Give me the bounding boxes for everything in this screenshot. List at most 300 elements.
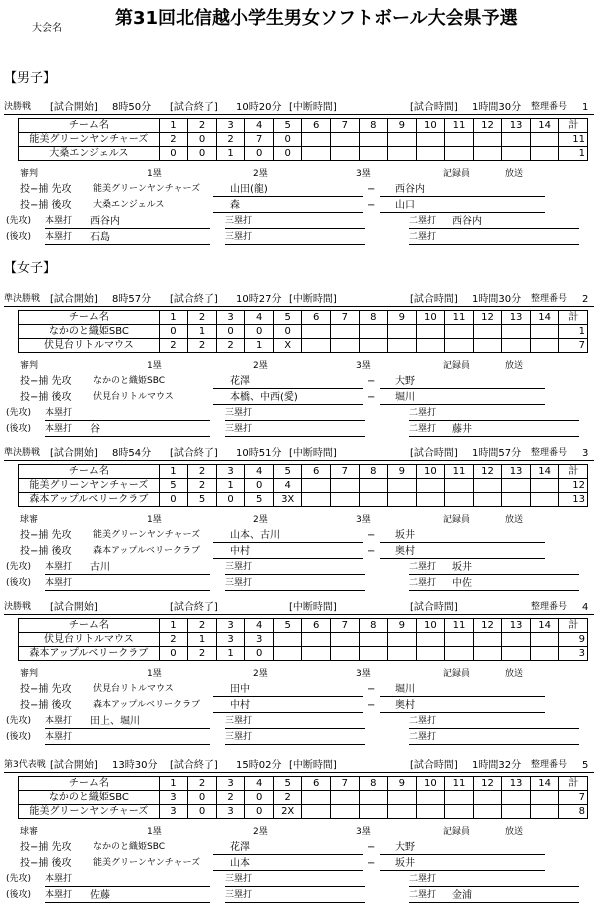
inning-score [388,805,417,819]
battery-bottom-team: 森本アップルベリークラブ [93,700,201,710]
inning-score [359,479,388,493]
battery-bottom-pitcher: 山本 [230,858,250,869]
inning-header: 6 [302,311,331,325]
inning-score [388,647,417,661]
homerun-underline [45,886,210,887]
triple-underline [225,728,365,729]
double-players: 西谷内 [452,216,482,227]
inning-score: 3 [245,633,274,647]
inning-score: 0 [245,479,274,493]
duration-time: 1時間32分 [472,760,522,771]
serial-number: 3 [582,448,589,459]
inning-header: 8 [359,777,388,791]
inning-header: 9 [388,777,417,791]
base3-label: 3塁 [356,669,371,679]
inning-score [445,339,474,353]
double-label: 二塁打 [409,874,437,884]
inning-score [416,147,445,161]
catcher-underline [380,388,545,389]
header-row [19,119,588,133]
inning-header: 1 [159,311,188,325]
team-name-header: チーム名 [19,311,160,325]
team-name-header: チーム名 [19,465,160,479]
base3-label: 3塁 [356,361,371,371]
inning-score: 0 [188,791,217,805]
inning-header: 13 [502,619,531,633]
inning-header: 3 [216,777,245,791]
base1-label: 1塁 [147,669,162,679]
inning-score: 4 [273,479,302,493]
recorder-label: 記録員 [443,515,471,525]
battery-bottom-pitcher: 中村 [230,546,250,557]
battery-dash: − [367,546,376,557]
pitcher-underline [213,558,363,559]
inning-score [331,791,360,805]
start-time: 8時50分 [112,102,152,113]
inning-header: 4 [245,465,274,479]
battery-dash: − [367,684,376,695]
team-name: 森本アップルベリークラブ [19,647,160,661]
inning-score [473,791,502,805]
inning-score [473,493,502,507]
umpire-label: 審判 [20,669,39,679]
inning-score: X [273,339,302,353]
inning-header: 2 [188,119,217,133]
inning-score: 2 [216,133,245,147]
inning-score: 0 [188,805,217,819]
double-underline [409,244,579,245]
catcher-underline [380,212,545,213]
double-label: 二塁打 [409,562,437,572]
broadcast-label: 放送 [505,669,524,679]
pitcher-underline [213,388,363,389]
inning-score [445,805,474,819]
inning-score [388,479,417,493]
inning-score: 1 [216,479,245,493]
inning-score: 0 [273,133,302,147]
inning-header: 3 [216,119,245,133]
inning-score [416,479,445,493]
homerun-underline [45,436,210,437]
catcher-underline [380,542,545,543]
inning-score [331,479,360,493]
inning-score [502,133,531,147]
inning-score [502,339,531,353]
inning-header: 10 [416,777,445,791]
triple-label: 三塁打 [225,578,253,588]
battery-top-pitcher: 田中 [230,684,250,695]
section-boys: 【男子】 [4,71,57,86]
inning-header: 6 [302,465,331,479]
scoreboard-table [18,464,588,507]
pitcher-underline [213,542,363,543]
homerun-label: 本塁打 [45,732,73,742]
homerun-label: 本塁打 [45,424,73,434]
total-score: 12 [559,479,588,493]
battery-top-label: 投−捕 先攻 [20,842,72,853]
header-underline [4,306,594,307]
battery-bottom-team: 伏見台リトルマウス [93,392,174,402]
total-header: 計 [559,619,588,633]
inning-score [388,791,417,805]
end-label: [試合終了] [170,760,218,771]
homerun-players: 西谷内 [90,216,120,227]
inning-score [388,339,417,353]
inning-score: 2 [216,791,245,805]
team-name: 伏見台リトルマウス [19,339,160,353]
team-name-header: チーム名 [19,777,160,791]
inning-score [445,325,474,339]
homerun-players: 谷 [90,424,100,435]
inning-header: 7 [331,619,360,633]
broadcast-label: 放送 [505,515,524,525]
base2-label: 2塁 [253,361,268,371]
inning-score [331,133,360,147]
homerun-underline [45,590,210,591]
inning-header: 13 [502,311,531,325]
inning-score [388,325,417,339]
inning-score [331,805,360,819]
inning-score: 5 [159,479,188,493]
inning-score: 0 [159,325,188,339]
base2-label: 2塁 [253,669,268,679]
interrupt-label: [中断時間] [289,760,337,771]
triple-underline [225,244,365,245]
inning-score [359,805,388,819]
header-row [19,465,588,479]
battery-bottom-catcher: 山口 [395,200,415,211]
game-round: 第3代表戦 [4,760,46,770]
inning-score: 1 [188,633,217,647]
battery-top-team: なかのと織姫SBC [93,376,166,386]
team-name: なかのと織姫SBC [19,791,160,805]
inning-score [502,805,531,819]
inning-score [359,133,388,147]
team-row [19,493,588,507]
homerun-label: 本塁打 [45,408,73,418]
start-label: [試合開始] [50,294,98,305]
inning-score: 2 [159,133,188,147]
homerun-label: 本塁打 [45,874,73,884]
top-tag: (先攻) [6,874,32,884]
inning-header: 1 [159,619,188,633]
end-label: [試合終了] [170,294,218,305]
double-underline [409,420,579,421]
inning-score: 0 [159,647,188,661]
inning-header: 2 [188,777,217,791]
battery-dash: − [367,184,376,195]
inning-score: 7 [245,133,274,147]
battery-bottom-pitcher: 森 [230,200,240,211]
base1-label: 1塁 [147,361,162,371]
double-players: 中佐 [452,578,472,589]
homerun-underline [45,228,210,229]
inning-score [302,791,331,805]
base2-label: 2塁 [253,169,268,179]
inning-score: 2 [188,647,217,661]
end-time: 15時02分 [236,760,282,771]
inning-score: 2 [188,339,217,353]
inning-score: 2X [273,805,302,819]
inning-header: 14 [530,311,559,325]
header-underline [4,772,594,773]
inning-score [359,339,388,353]
pitcher-underline [213,696,363,697]
battery-top-catcher: 大野 [395,842,415,853]
homerun-label: 本塁打 [45,716,73,726]
triple-underline [225,228,365,229]
inning-score: 0 [245,791,274,805]
team-name: 能美グリーンヤンチャーズ [19,805,160,819]
inning-score [502,325,531,339]
inning-score: 0 [273,325,302,339]
team-row [19,791,588,805]
team-row [19,339,588,353]
triple-underline [225,744,365,745]
inning-header: 2 [188,619,217,633]
battery-top-catcher: 西谷内 [395,184,425,195]
battery-bottom-team: 能美グリーンヤンチャーズ [93,858,201,868]
double-label: 二塁打 [409,424,437,434]
inning-score: 1 [216,147,245,161]
inning-score: 1 [188,325,217,339]
broadcast-label: 放送 [505,361,524,371]
inning-header: 6 [302,777,331,791]
battery-top-pitcher: 花澤 [230,376,250,387]
inning-header: 5 [273,311,302,325]
broadcast-label: 放送 [505,827,524,837]
serial-number: 5 [582,760,589,771]
inning-header: 13 [502,777,531,791]
inning-header: 14 [530,119,559,133]
header-row [19,311,588,325]
inning-score [473,805,502,819]
team-name: 伏見台リトルマウス [19,633,160,647]
start-time: 8時54分 [112,448,152,459]
start-label: [試合開始] [50,102,98,113]
inning-score [388,633,417,647]
inning-score: 0 [273,147,302,161]
battery-bottom-catcher: 奥村 [395,546,415,557]
duration-label: [試合時間] [410,448,458,459]
inning-header: 13 [502,465,531,479]
inning-score [530,791,559,805]
duration-label: [試合時間] [410,294,458,305]
inning-score: 1 [216,647,245,661]
battery-bottom-team: 森本アップルベリークラブ [93,546,201,556]
inning-header: 12 [473,311,502,325]
inning-score [416,647,445,661]
bottom-tag: (後攻) [6,890,32,900]
inning-score [331,493,360,507]
inning-score [473,339,502,353]
inning-score: 0 [245,647,274,661]
base2-label: 2塁 [253,515,268,525]
header-underline [4,114,594,115]
start-time: 13時30分 [112,760,158,771]
double-label: 二塁打 [409,232,437,242]
inning-score [445,633,474,647]
homerun-label: 本塁打 [45,562,73,572]
inning-score [530,479,559,493]
triple-label: 三塁打 [225,890,253,900]
triple-label: 三塁打 [225,216,253,226]
double-underline [409,886,579,887]
serial-label: 整理番号 [531,602,568,612]
inning-header: 5 [273,619,302,633]
inning-score [359,325,388,339]
triple-label: 三塁打 [225,732,253,742]
battery-bottom-label: 投−捕 後攻 [20,858,72,869]
inning-header: 7 [331,777,360,791]
broadcast-label: 放送 [505,169,524,179]
inning-score [530,647,559,661]
inning-header: 2 [188,465,217,479]
start-label: [試合開始] [50,602,98,613]
inning-score [388,493,417,507]
battery-top-team: 伏見台リトルマウス [93,684,174,694]
double-label: 二塁打 [409,216,437,226]
total-score: 7 [559,791,588,805]
inning-header: 12 [473,119,502,133]
battery-top-team: なかのと織姫SBC [93,842,166,852]
catcher-underline [380,196,545,197]
team-row [19,147,588,161]
inning-header: 9 [388,119,417,133]
interrupt-label: [中断時間] [289,102,337,113]
header-row [19,619,588,633]
inning-header: 10 [416,119,445,133]
inning-score [359,147,388,161]
interrupt-label: [中断時間] [289,294,337,305]
double-players: 金浦 [452,890,472,901]
triple-label: 三塁打 [225,408,253,418]
homerun-players: 佐藤 [90,890,110,901]
pitcher-underline [213,212,363,213]
inning-header: 1 [159,119,188,133]
battery-top-label: 投−捕 先攻 [20,684,72,695]
meet-label: 大会名 [32,23,62,34]
inning-score [331,647,360,661]
inning-score: 0 [159,147,188,161]
base1-label: 1塁 [147,169,162,179]
inning-score [445,791,474,805]
scoreboard-table [18,118,588,161]
inning-header: 3 [216,311,245,325]
inning-score: 0 [216,493,245,507]
inning-score [359,647,388,661]
double-underline [409,902,579,903]
inning-score [273,633,302,647]
end-label: [試合終了] [170,102,218,113]
inning-header: 3 [216,619,245,633]
triple-underline [225,436,365,437]
pitcher-underline [213,854,363,855]
double-underline [409,574,579,575]
battery-top-label: 投−捕 先攻 [20,530,72,541]
total-score: 11 [559,133,588,147]
catcher-underline [380,712,545,713]
game-round: 決勝戦 [4,602,32,612]
triple-label: 三塁打 [225,562,253,572]
battery-dash: − [367,842,376,853]
recorder-label: 記録員 [443,169,471,179]
pitcher-underline [213,404,363,405]
battery-top-team: 能美グリーンヤンチャーズ [93,530,201,540]
team-row [19,479,588,493]
inning-header: 4 [245,619,274,633]
scoreboard-table [18,310,588,353]
team-row [19,647,588,661]
double-underline [409,228,579,229]
inning-header: 5 [273,465,302,479]
inning-score [502,633,531,647]
pitcher-underline [213,196,363,197]
inning-score [388,147,417,161]
homerun-underline [45,902,210,903]
battery-top-catcher: 大野 [395,376,415,387]
inning-score [416,339,445,353]
inning-header: 10 [416,311,445,325]
inning-score: 0 [245,805,274,819]
double-label: 二塁打 [409,732,437,742]
battery-bottom-catcher: 奥村 [395,700,415,711]
inning-score [302,493,331,507]
inning-header: 14 [530,465,559,479]
inning-header: 7 [331,311,360,325]
inning-header: 8 [359,465,388,479]
double-label: 二塁打 [409,408,437,418]
inning-score: 5 [245,493,274,507]
inning-score: 3 [159,805,188,819]
team-row [19,805,588,819]
inning-score: 2 [216,339,245,353]
battery-dash: − [367,392,376,403]
catcher-underline [380,696,545,697]
inning-score: 0 [188,147,217,161]
end-label: [試合終了] [170,448,218,459]
total-header: 計 [559,777,588,791]
interrupt-label: [中断時間] [289,448,337,459]
inning-score: 2 [188,479,217,493]
inning-score: 3 [216,633,245,647]
duration-label: [試合時間] [410,760,458,771]
double-players: 坂井 [452,562,472,573]
inning-score: 2 [159,633,188,647]
inning-score [530,133,559,147]
team-row [19,633,588,647]
inning-header: 11 [445,619,474,633]
duration-time: 1時間57分 [472,448,522,459]
bottom-tag: (後攻) [6,424,32,434]
inning-score [273,647,302,661]
inning-score [331,339,360,353]
end-time: 10時51分 [236,448,282,459]
inning-header: 6 [302,119,331,133]
inning-header: 7 [331,119,360,133]
start-label: [試合開始] [50,448,98,459]
battery-bottom-label: 投−捕 後攻 [20,392,72,403]
inning-header: 1 [159,465,188,479]
inning-score [445,479,474,493]
inning-header: 4 [245,311,274,325]
base3-label: 3塁 [356,515,371,525]
inning-score [331,325,360,339]
base3-label: 3塁 [356,827,371,837]
inning-score [473,479,502,493]
double-label: 二塁打 [409,578,437,588]
inning-header: 8 [359,119,388,133]
